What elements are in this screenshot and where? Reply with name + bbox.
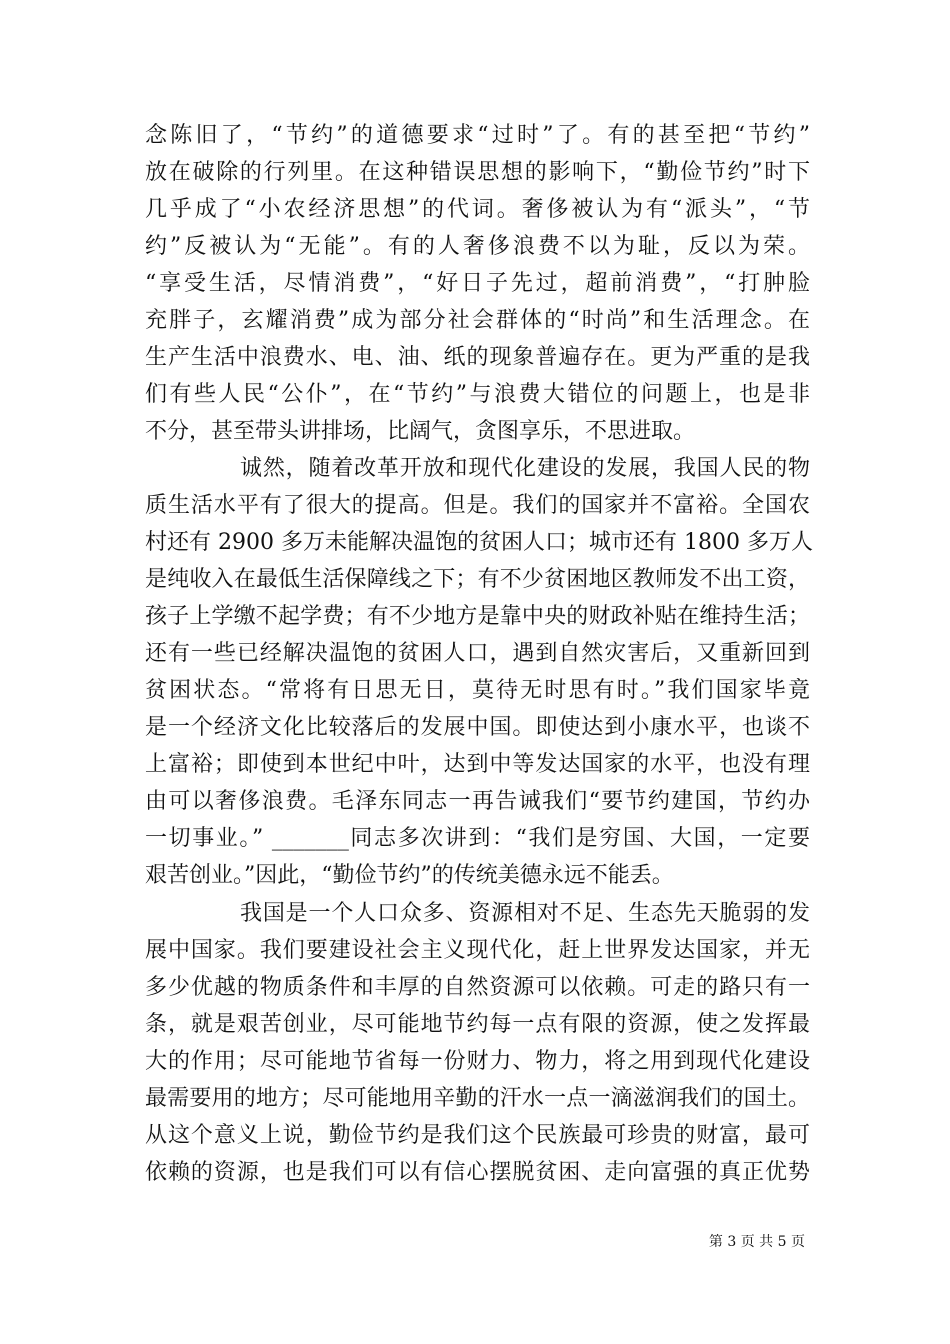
text-line: 一切事业。” _______同志多次讲到：“我们是穷国、大国，一定要 — [145, 826, 810, 851]
text-line: 孩子上学缴不起学费；有不少地方是靠中央的财政补贴在维持生活； — [145, 604, 810, 629]
text-line: 上富裕；即使到本世纪中叶，达到中等发达国家的水平，也没有理 — [145, 752, 810, 777]
text-line: 充胖子，玄耀消费”成为部分社会群体的“时尚”和生活理念。在 — [145, 308, 810, 333]
text-line: 不分，甚至带头讲排场，比阔气，贪图享乐，不思进取。 — [145, 419, 696, 444]
text-line: 多少优越的物质条件和丰厚的自然资源可以依赖。可走的路只有一 — [145, 975, 810, 1000]
text-line: 贫困状态。“常将有日思无日，莫待无时思有时。”我们国家毕竟 — [145, 678, 810, 703]
text-line: 依赖的资源，也是我们可以有信心摆脱贫困、走向富强的真正优势 — [145, 1160, 810, 1185]
text-line: 村还有 2900 多万未能解决温饱的贫困人口；城市还有 1800 多万人 — [145, 530, 813, 555]
text-line: 最需要用的地方；尽可能地用辛勤的汗水一点一滴滋润我们的国土。 — [145, 1086, 810, 1111]
text-line: 由可以奢侈浪费。毛泽东同志一再告诫我们“要节约建国，节约办 — [145, 789, 810, 814]
text-line: 质生活水平有了很大的提高。但是。我们的国家并不富裕。全国农 — [145, 493, 810, 518]
text-line: “享受生活，尽情消费”，“好日子先过，超前消费”，“打肿脸 — [145, 271, 810, 296]
text-line: 从这个意义上说，勤俭节约是我们这个民族最可珍贵的财富，最可 — [145, 1123, 810, 1148]
text-line: 约”反被认为“无能”。有的人奢侈浪费不以为耻，反以为荣。 — [145, 234, 810, 259]
text-line: 生产生活中浪费水、电、油、纸的现象普遍存在。更为严重的是我 — [145, 345, 810, 370]
text-line: 展中国家。我们要建设社会主义现代化，赶上世界发达国家，并无 — [145, 938, 810, 963]
text-line: 是纯收入在最低生活保障线之下；有不少贫困地区教师发不出工资， — [145, 567, 810, 592]
page-number-footer: 第 3 页 共 5 页 — [708, 1234, 805, 1250]
text-line: 念陈旧了，“节约”的道德要求“过时”了。有的甚至把“节约” — [145, 123, 810, 148]
text-line: 条，就是艰苦创业，尽可能地节约每一点有限的资源，使之发挥最 — [145, 1012, 810, 1037]
text-line: 诚然，随着改革开放和现代化建设的发展，我国人民的物 — [240, 456, 810, 481]
text-line: 们有些人民“公仆”，在“节约”与浪费大错位的问题上，也是非 — [145, 382, 810, 407]
text-line: 几乎成了“小农经济思想”的代词。奢侈被认为有“派头”，“节 — [145, 197, 810, 222]
text-line: 艰苦创业。”因此，“勤俭节约”的传统美德永远不能丢。 — [145, 863, 674, 888]
text-line: 放在破除的行列里。在这种错误思想的影响下，“勤俭节约”时下 — [145, 160, 810, 185]
text-line: 我国是一个人口众多、资源相对不足、生态先天脆弱的发 — [240, 901, 810, 926]
text-line: 还有一些已经解决温饱的贫困人口，遇到自然灾害后，又重新回到 — [145, 641, 810, 666]
text-line: 是一个经济文化比较落后的发展中国。即使达到小康水平，也谈不 — [145, 715, 810, 740]
text-line: 大的作用；尽可能地节省每一份财力、物力，将之用到现代化建设 — [145, 1049, 810, 1074]
